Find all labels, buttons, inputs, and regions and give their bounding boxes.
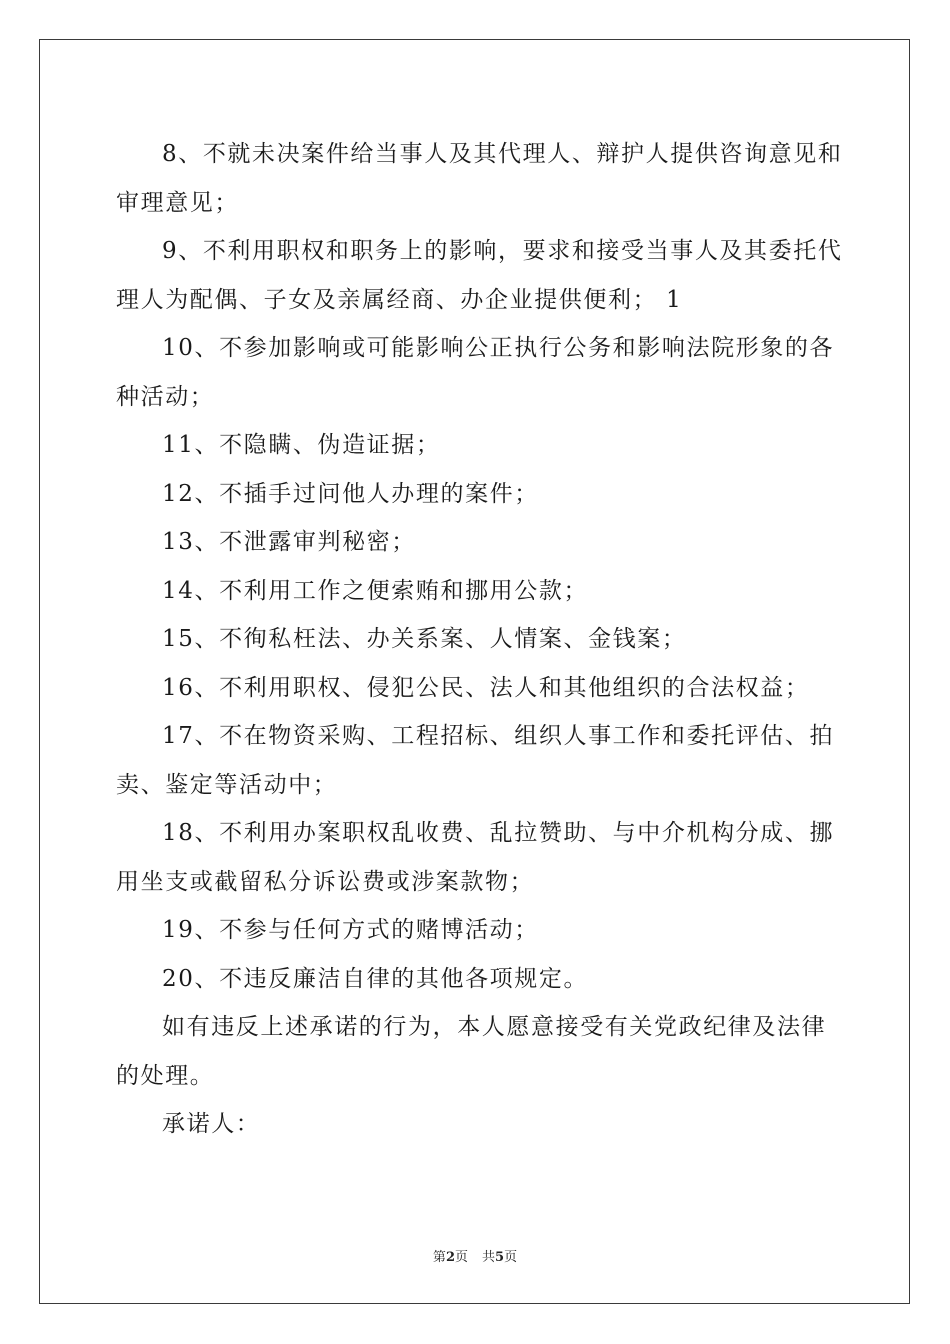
paragraph-11: 11、不隐瞒、伪造证据； [162, 432, 441, 458]
paragraph-17: 17、不在物资采购、工程招标、组织人事工作和委托评估、拍卖、鉴定等活动中； [116, 723, 835, 798]
paragraph-18: 18、不利用办案职权乱收费、乱拉赞助、与中介机构分成、挪用坐支或截留私分诉讼费或涉案款物； [116, 820, 835, 895]
page-footer [0, 1246, 950, 1265]
paragraph-12: 12、不插手过问他人办理的案件； [162, 480, 539, 507]
total-page-number: 5 [495, 1250, 505, 1265]
footer-total-prefix: 共 [482, 1250, 496, 1265]
signatory-label: 承诺人： [162, 1111, 261, 1137]
paragraph-20: 20、不违反廉洁自律的其他各项规定。 [162, 965, 589, 992]
paragraph-19: 19、不参与任何方式的赌博活动； [162, 917, 539, 943]
paragraph-14: 14、不利用工作之便索贿和挪用公款； [162, 577, 589, 604]
paragraph-10: 10、不参加影响或可能影响公正执行公务和影响法院形象的各种活动； [116, 335, 835, 410]
paragraph-8: 8、不就未决案件给当事人及其代理人、辩护人提供咨询意见和审理意见； [116, 141, 843, 216]
footer-page-unit: 页 [454, 1250, 468, 1265]
footer-prefix: 第 [432, 1250, 446, 1265]
paragraph-9: 9、不利用职权和职务上的影响，要求和接受当事人及其委托代理人为配偶、子女及亲属经商、办企业提供便利； 1 [116, 238, 843, 313]
closing-statement: 如有违反上述承诺的行为，本人愿意接受有关党政纪律及法律的处理。 [116, 1014, 827, 1089]
footer-total-unit: 页 [504, 1250, 518, 1265]
paragraph-15: 15、不徇私枉法、办关系案、人情案、金钱案； [162, 626, 687, 652]
current-page-number: 2 [445, 1250, 455, 1265]
document-body [116, 130, 846, 1149]
paragraph-16: 16、不利用职权、侵犯公民、法人和其他组织的合法权益； [162, 674, 810, 701]
paragraph-13: 13、不泄露审判秘密； [162, 529, 416, 555]
